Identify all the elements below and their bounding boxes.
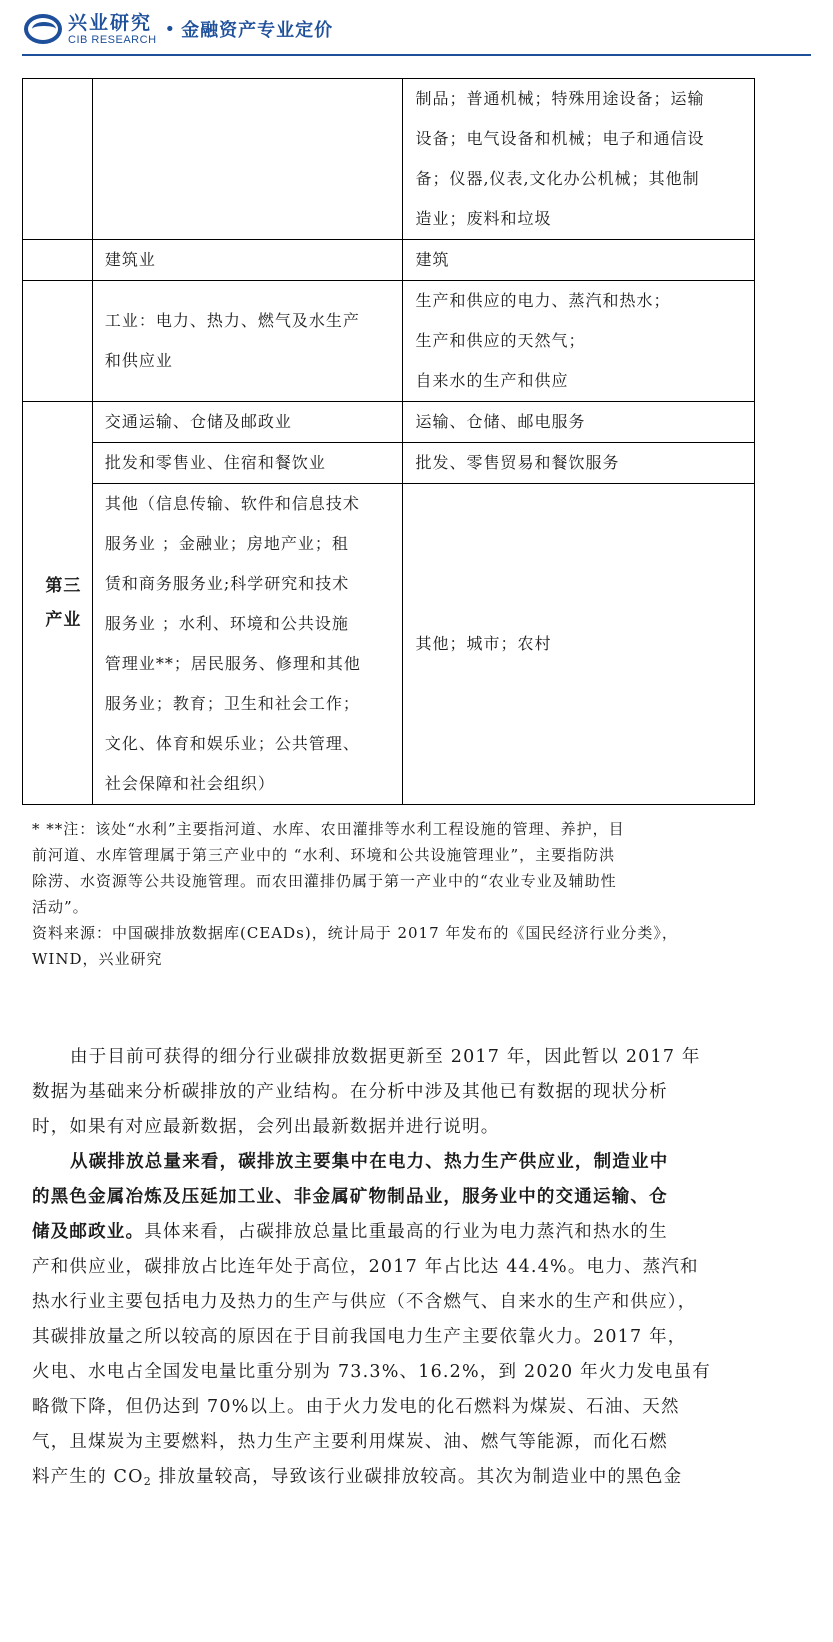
ceads-cell: 生产和供应的电力、蒸汽和热水； 生产和供应的天然气； 自来水的生产和供应: [403, 281, 755, 402]
industry-cell: 建筑业: [92, 240, 403, 281]
table-row: [23, 79, 755, 240]
paragraph-1: 由于目前可获得的细分行业碳排放数据更新至 2017 年，因此暂以 2017 年 数据为基础来分析碳排放的产业结构。在分析中涉及其他已有数据的现状分析 时，如果有对应最新数据，会列出最新数据并进行说明。: [32, 1047, 701, 1137]
table-row: [23, 240, 755, 281]
ceads-cell: 其他；城市；农村: [403, 484, 755, 805]
table-row: [23, 281, 755, 402]
sector-cell: [23, 281, 93, 402]
cib-logo-icon: [22, 12, 64, 46]
table-row: [23, 484, 755, 805]
body-text: [32, 1040, 782, 1495]
industry-cell: 工业：电力、热力、燃气及水生产 和供应业: [92, 281, 403, 402]
industry-cell: 其他（信息传输、软件和信息技术 服务业 ；金融业；房地产业；租 赁和商务服务业;科学研究和技术 服务业 ；水利、环境和公共设施 管理业**；居民服务、修理和其他 服务业；教育；卫生和社会工作； 文化、体育和娱乐业；公共管理、 社会保障和社会组织）: [92, 484, 403, 805]
industry-cell: 批发和零售业、住宿和餐饮业: [92, 443, 403, 484]
brand-en: CIB RESEARCH: [68, 34, 157, 46]
brand-cn: 兴业研究: [68, 12, 153, 34]
header-separator: •: [164, 18, 176, 40]
industry-cell: 交通运输、仓储及邮政业: [92, 402, 403, 443]
sector-cell: [23, 79, 93, 240]
ceads-cell: 运输、仓储、邮电服务: [403, 402, 755, 443]
brand: [68, 12, 157, 46]
tertiary-sector-cell: 第三 产业: [23, 402, 93, 805]
key-finding: 从碳排放总量来看，碳排放主要集中在电力、热力生产供应业，制造业中: [70, 1152, 669, 1172]
co2-line: 料产生的 $CO_2$ 排放量较高，导致该行业碳排放较高。其次为制造业中的黑色金: [32, 1467, 683, 1488]
industry-cell: [92, 79, 403, 240]
paragraph-2: 从碳排放总量来看，碳排放主要集中在电力、热力生产供应业，制造业中 的黑色金属冶炼及压延加工业、非金属矿物制品业，服务业中的交通运输、仓 储及邮政业。具体来看，占碳排放总量比重最高的行业为电力蒸汽和热水的生 产和供应业，碳排放占比连年处于高位，2017 年占比达 44.4%。电力、蒸汽和 热水行业主要包括电力及热力的生产与供应（不含燃气、自来水的生产和供应）， 其碳排放量之所以较高的原因在于目前我国电力生产主要依靠火力。2017 年， 火电、水电占全国发电量比重分别为 73.3%、16.2%，到 2020 年火力发电虽有 略微下降，但仍达到 70%以上。由于火力发电的化石燃料为煤炭、石油、天然 气，且煤炭为主要燃料，热力生产主要利用煤炭、油、燃气等能源，而化石燃 料产生的 $CO_2$ 排放量较高，导致该行业碳排放较高。其次为制造业中的黑色金: [32, 1145, 782, 1495]
table-notes: [32, 816, 777, 972]
ceads-cell: 批发、零售贸易和餐饮服务: [403, 443, 755, 484]
header-divider: [22, 54, 811, 56]
industry-classification-table: [22, 78, 755, 805]
sector-cell: [23, 240, 93, 281]
footnote: * **注：该处“水利”主要指河道、水库、农田灌排等水利工程设施的管理、养护，目 前河道、水库管理属于第三产业中的 “水利、环境和公共设施管理业”，主要指防洪 除涝、水资源等公共设施管理。而农田灌排仍属于第一产业中的“农业专业及辅助性 活动”。: [32, 820, 625, 916]
report-header: [22, 8, 333, 50]
ceads-cell: 制品；普通机械；特殊用途设备；运输 设备；电气设备和机械；电子和通信设 备；仪器,仪表,文化办公机械；其他制 造业；废料和垃圾: [403, 79, 755, 240]
table-row: [23, 443, 755, 484]
section-title: 金融资产专业定价: [181, 20, 334, 41]
table-row: [23, 402, 755, 443]
source-note: 资料来源：中国碳排放数据库(CEADs)，统计局于 2017 年发布的《国民经济行业分类》， WIND，兴业研究: [32, 924, 678, 968]
ceads-cell: 建筑: [403, 240, 755, 281]
